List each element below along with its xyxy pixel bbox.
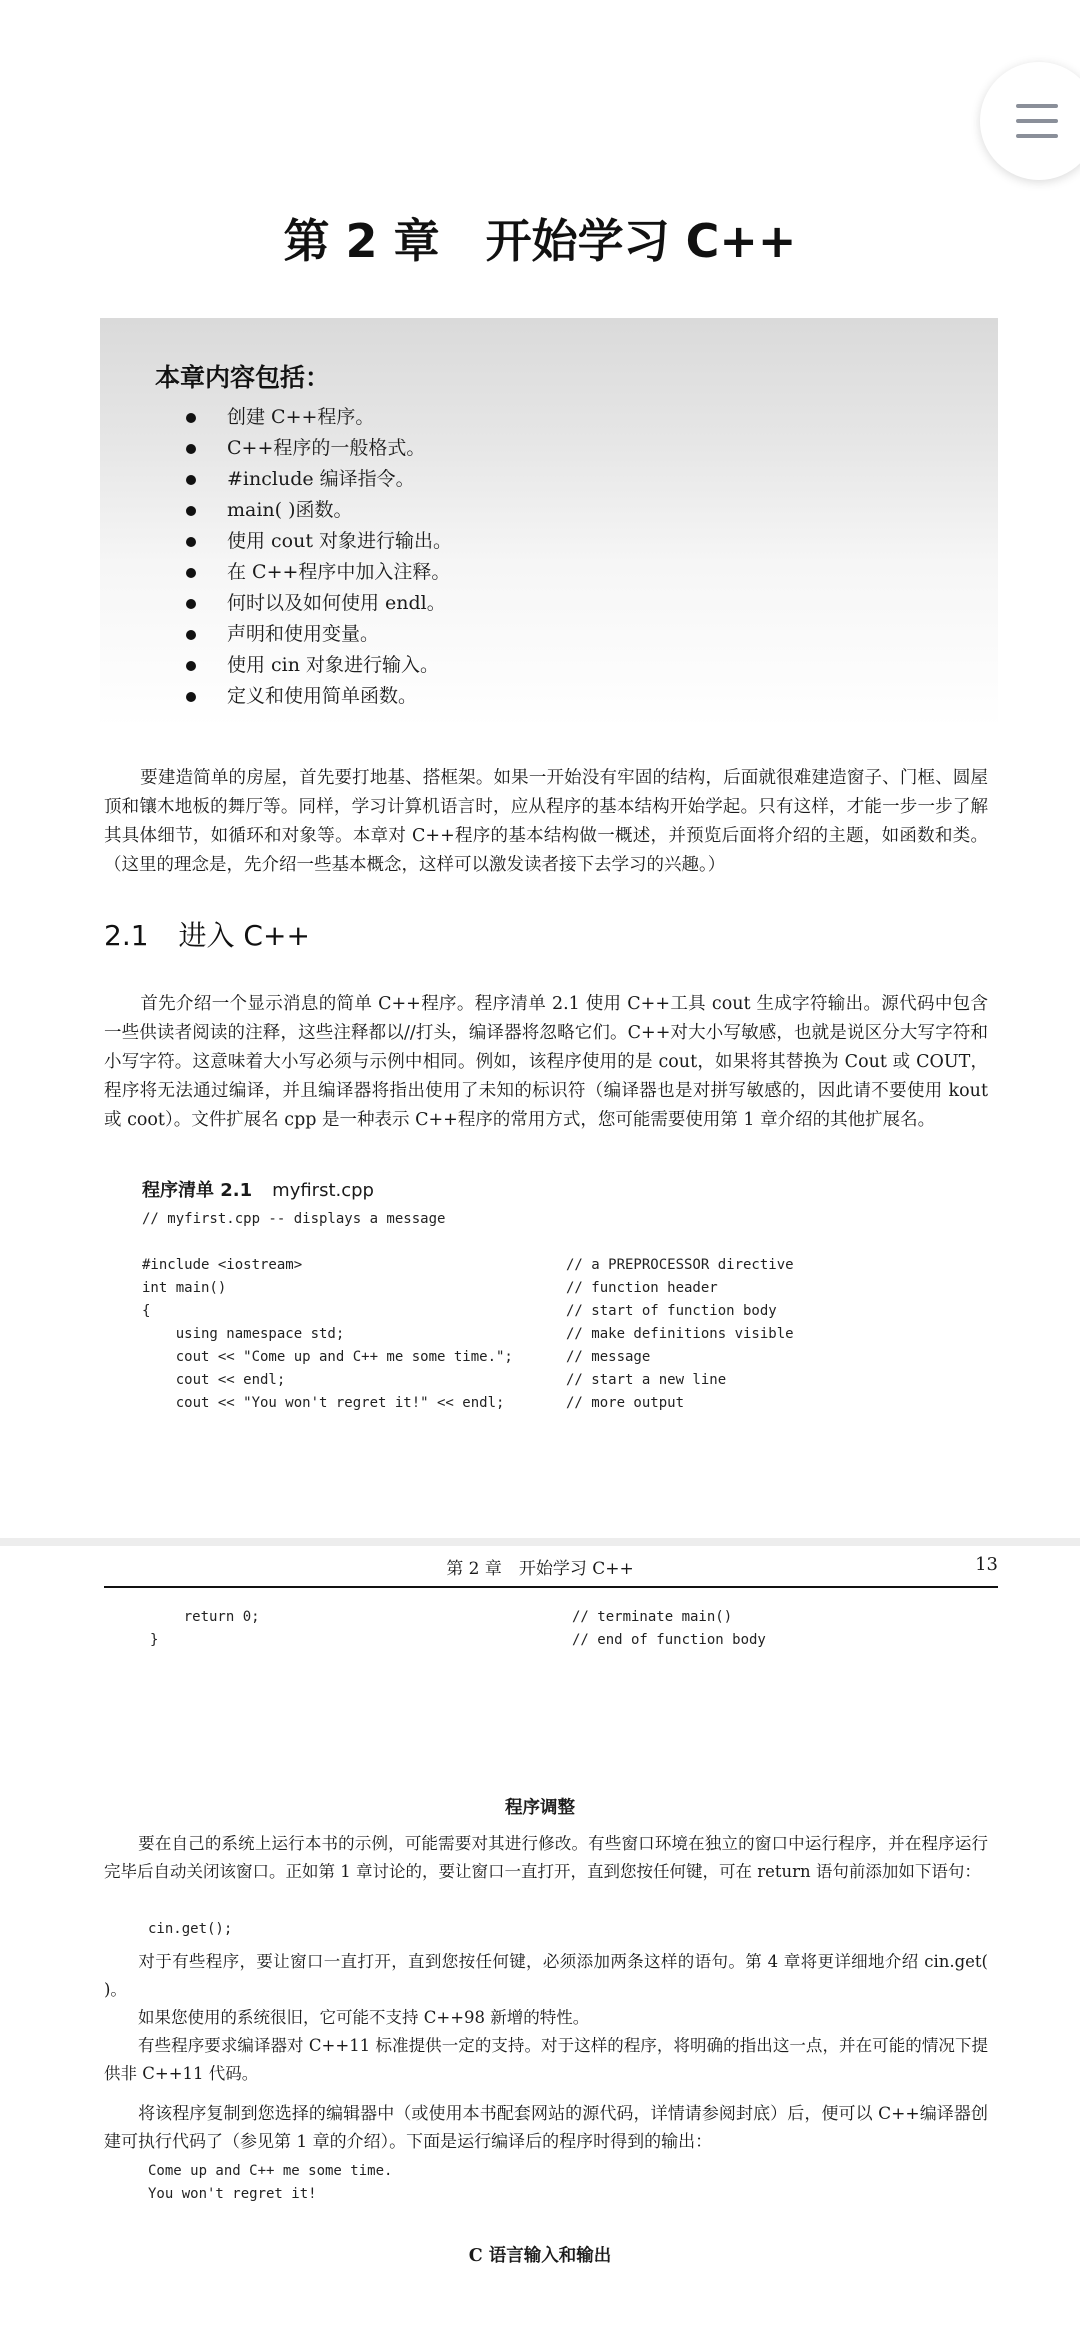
listing-title [142,1176,374,1202]
code-comment: // message [566,1349,651,1365]
adjust-title: 程序调整 [505,1798,575,1818]
code-comment: // more output [566,1395,685,1411]
section-heading: 进入 C++ [178,919,310,952]
code-block-continued [150,1606,260,1652]
code-comment: // end of function body [572,1632,766,1648]
hamburger-icon [1016,104,1058,108]
running-header: 第 2 章 开始学习 C++ [446,1559,634,1579]
section-number: 2.1 [104,919,149,952]
code-comments [566,1254,794,1415]
code-comment: // make definitions visible [566,1326,794,1342]
code-header-comment: // myfirst.cpp -- displays a message [142,1211,446,1227]
listing-label: 程序清单 2.1 [142,1180,253,1201]
code-block [142,1254,513,1415]
summary-item: 在 C++程序中加入注释。 [182,557,452,588]
adjust-paragraph-3-text: 如果您使用的系统很旧，它可能不支持 C++98 新增的特性。 [138,2008,590,2027]
program-output [148,2160,392,2206]
code-comment: // start of function body [566,1303,777,1319]
code-comment: // start a new line [566,1372,727,1388]
code-line: cout << "Come up and C++ me some time."; [142,1349,513,1365]
header-rule [104,1586,998,1588]
output-line: You won't regret it! [148,2186,317,2202]
code-line: cout << "You won't regret it!" << endl; [142,1395,505,1411]
code-comment: // terminate main() [572,1609,733,1625]
adjust-paragraph-2 [104,1948,988,2004]
listing-filename: myfirst.cpp [272,1180,374,1201]
code-line: #include <iostream> [142,1257,303,1273]
code-line: int main() [142,1280,227,1296]
cin-code: cin.get(); [148,1921,233,1937]
code-line: } [150,1632,159,1648]
adjust-paragraph-1-text: 要在自己的系统上运行本书的示例，可能需要对其进行修改。有些窗口环境在独立的窗口中运行程序，并在程序运行完毕后自动关闭该窗口。正如第 1 章讨论的，要让窗口一直打开，直到您按任何键，可在 return 语句前添加如下语句： [104,1834,988,1881]
summary-item: 何时以及如何使用 endl。 [182,588,452,619]
summary-list [182,402,452,712]
adjust-paragraph-2-text: 对于有些程序，要让窗口一直打开，直到您按任何键，必须添加两条这样的语句。第 4 章将更详细地介绍 cin.get( )。 [104,1952,988,1999]
summary-item: 创建 C++程序。 [182,402,452,433]
summary-item: 使用 cin 对象进行输入。 [182,650,452,681]
section-title [104,914,310,954]
summary-heading: 本章内容包括： [155,363,331,392]
summary-item: 使用 cout 对象进行输出。 [182,526,452,557]
code-line: return 0; [150,1609,260,1625]
intro-paragraph [104,764,988,880]
code-line: using namespace std; [142,1326,345,1342]
output-line: Come up and C++ me some time. [148,2163,393,2179]
page-number: 13 [975,1554,998,1575]
summary-item: #include 编译指令。 [182,464,452,495]
next-section-title: C 语言输入和输出 [468,2246,612,2266]
section-paragraph-text: 首先介绍一个显示消息的简单 C++程序。程序清单 2.1 使用 C++工具 cout 生成字符输出。源代码中包含一些供读者阅读的注释，这些注释都以//打头，编译器将忽略它们。C++对大小写敏感，也就是说区分大写字符和小写字符。这意味着大小写必须与示例中相同。例如，该程序使用的是 cout，如果将其替换为 Cout 或 COUT，程序将无法通过编译，并且编译器将指出使用了未知的标识符（编译器也是对拼写敏感的，因此请不要使用 kout 或 coot）。文件扩展名 cpp 是一种表示 C++程序的常用方式，您可能需要使用第 1 章介绍的其他扩展名。 [104,994,988,1130]
menu-button[interactable] [980,62,1080,180]
code-comments-continued [572,1606,766,1652]
hamburger-icon-bar [1016,119,1058,123]
page-2 [0,1546,1080,2337]
adjust-paragraph-4 [104,2032,988,2088]
summary-item: 声明和使用变量。 [182,619,452,650]
adjust-paragraph-1 [104,1830,988,1886]
code-line: cout << endl; [142,1372,286,1388]
code-comment: // a PREPROCESSOR directive [566,1257,794,1273]
run-paragraph-text: 将该程序复制到您选择的编辑器中（或使用本书配套网站的源代码，详情请参阅封底）后，便可以 C++编译器创建可执行代码了（参见第 1 章的介绍）。下面是运行编译后的程序时得到的输出： [104,2104,988,2152]
adjust-paragraph-4-text: 有些程序要求编译器对 C++11 标准提供一定的支持。对于这样的程序，将明确的指出这一点，并在可能的情况下提供非 C++11 代码。 [104,2036,988,2083]
code-comment: // function header [566,1280,718,1296]
chapter-title: 第 2 章 开始学习 C++ [283,214,797,268]
adjust-paragraph-3 [104,2004,988,2032]
section-paragraph [104,990,988,1135]
summary-item: main( )函数。 [182,495,452,526]
summary-item: C++程序的一般格式。 [182,433,452,464]
run-paragraph [104,2100,988,2156]
code-line: { [142,1303,151,1319]
summary-item: 定义和使用简单函数。 [182,681,452,712]
hamburger-icon-bar [1016,134,1058,138]
intro-paragraph-text: 要建造简单的房屋，首先要打地基、搭框架。如果一开始没有牢固的结构，后面就很难建造窗子、门框、圆屋顶和镶木地板的舞厅等。同样，学习计算机语言时，应从程序的基本结构开始学起。只有这样，才能一步一步了解其具体细节，如循环和对象等。本章对 C++程序的基本结构做一概述，并预览后面将介绍的主题，如函数和类。（这里的理念是，先介绍一些基本概念，这样可以激发读者接下去学习的兴趣。） [104,768,988,875]
